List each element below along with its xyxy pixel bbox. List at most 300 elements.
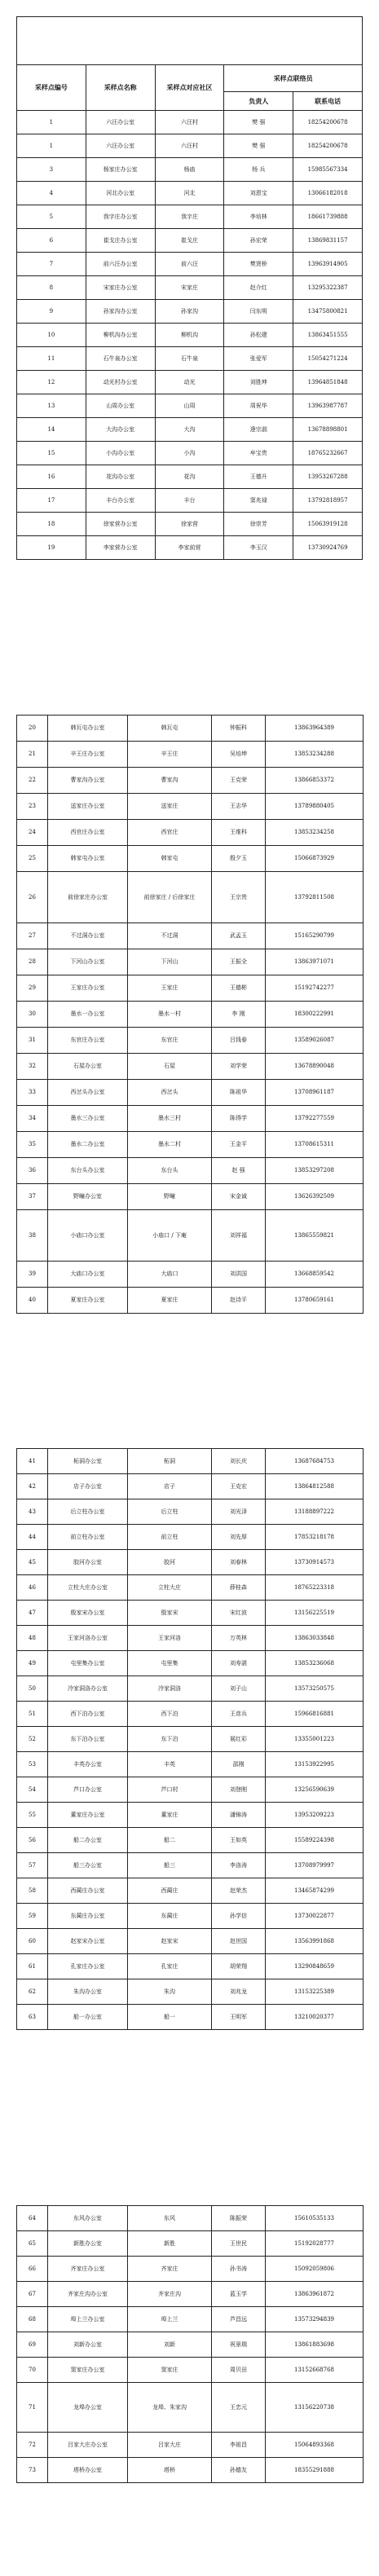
table-row (17, 2358, 364, 2383)
table-row (17, 1575, 364, 1601)
cell-no: 12 (17, 371, 86, 394)
cell-community: 前六汪 (155, 253, 224, 276)
cell-name: 我字庄办公室 (86, 205, 155, 229)
cell-no: 17 (17, 489, 86, 513)
cell-community: 杨庙 (155, 158, 224, 182)
table-row (17, 347, 363, 371)
cell-person: 张爱军 (224, 347, 293, 371)
table-row (17, 111, 363, 134)
cell-name: 小沟办公室 (86, 442, 155, 465)
cell-phone: 13963914905 (293, 253, 363, 276)
cell-no: 25 (17, 846, 48, 872)
cell-phone: 17853218178 (266, 1525, 364, 1550)
cell-no: 68 (17, 2307, 48, 2332)
cell-name: 刘新办公室 (48, 2332, 128, 2358)
cell-name: 前立柱办公室 (48, 1525, 128, 1550)
cell-no: 15 (17, 442, 86, 465)
cell-name: 新胜办公室 (48, 2231, 128, 2257)
cell-community: 塔桥 (128, 2458, 212, 2483)
cell-person: 薛桂森 (212, 1575, 266, 1601)
cell-phone: 13573294839 (266, 2307, 364, 2332)
table-row (17, 1752, 364, 1777)
table-row (17, 1002, 364, 1028)
cell-name: 花沟办公室 (86, 465, 155, 489)
cell-no: 5 (17, 205, 86, 229)
cell-name: 宋家庄办公室 (86, 276, 155, 300)
cell-person: 樊贤桥 (224, 253, 293, 276)
cell-person: 万英林 (212, 1626, 266, 1651)
cell-name: 东风办公室 (48, 2206, 128, 2231)
cell-person: 吴培坤 (212, 742, 266, 768)
cell-phone: 13153922995 (266, 1752, 364, 1777)
cell-community: 董家庄 (128, 1803, 212, 1828)
table-row (17, 949, 364, 975)
cell-no: 35 (17, 1132, 48, 1158)
cell-community: 店子 (128, 1474, 212, 1499)
cell-person: 孙书涛 (212, 2257, 266, 2282)
cell-community: 胶河 (128, 1550, 212, 1575)
cell-no: 13 (17, 394, 86, 418)
cell-name: 赵家宋办公室 (48, 1929, 128, 1954)
table-row (17, 418, 363, 442)
table-row (17, 1979, 364, 2005)
table-row (17, 134, 363, 158)
cell-phone: 15985567334 (293, 158, 363, 182)
cell-community: 送家庄 (128, 794, 212, 820)
cell-person: 牟宝贵 (224, 442, 293, 465)
table-row (17, 923, 364, 949)
cell-name: 王家河洛办公室 (48, 1626, 128, 1651)
cell-community: 船一 (128, 2005, 212, 2030)
cell-no: 31 (17, 1028, 48, 1054)
cell-phone: 13355001223 (266, 1727, 364, 1752)
cell-no: 21 (17, 742, 48, 768)
cell-no: 52 (17, 1727, 48, 1752)
cell-person: 刘寿湛 (212, 1651, 266, 1676)
cell-person: 吕钱春 (212, 1028, 266, 1054)
cell-phone: 13853297208 (266, 1158, 364, 1184)
cell-phone: 13626392509 (266, 1184, 364, 1210)
contact-table-part-2 (16, 715, 364, 1314)
cell-person: 杨 兵 (224, 158, 293, 182)
cell-person: 刘祥福 (212, 1210, 266, 1262)
table-row (17, 1777, 364, 1803)
cell-community: 新胜 (128, 2231, 212, 2257)
cell-name: 孙家沟办公室 (86, 300, 155, 324)
cell-community: 韩家屯 (128, 846, 212, 872)
cell-community: 西蔺庄 (128, 1878, 212, 1904)
cell-person: 刘春林 (212, 1550, 266, 1575)
table-row (17, 2383, 364, 2433)
cell-community: 西岔头 (128, 1080, 212, 1106)
table-row (17, 300, 363, 324)
cell-name: 船二办公室 (48, 1828, 128, 1853)
table-row (17, 1878, 364, 1904)
cell-name: 董家庄办公室 (48, 1803, 128, 1828)
cell-phone: 13864812588 (266, 1474, 364, 1499)
cell-person: 王明军 (212, 2005, 266, 2030)
cell-community: 赵家宋 (128, 1929, 212, 1954)
cell-no: 40 (17, 1288, 48, 1314)
cell-name: 东蔺庄办公室 (48, 1904, 128, 1929)
cell-community: 龙埠、朱家沟 (128, 2383, 212, 2433)
table-row (17, 2005, 364, 2030)
cell-phone: 13780659161 (266, 1288, 364, 1314)
cell-person: 李 刚 (212, 1002, 266, 1028)
cell-phone: 13708979997 (266, 1853, 364, 1878)
cell-phone: 18254200678 (293, 111, 363, 134)
cell-community: 王家庄 (128, 975, 212, 1002)
cell-name: 六汪办公室 (86, 134, 155, 158)
cell-person: 刘先厚 (212, 1525, 266, 1550)
cell-person: 李洛涛 (212, 1853, 266, 1878)
cell-community: 柘洞 (128, 1449, 212, 1474)
cell-phone: 13865559821 (266, 1210, 364, 1262)
cell-phone: 15064893368 (266, 2433, 364, 2458)
table-row (17, 1954, 364, 1979)
table-row (17, 465, 363, 489)
table-row (17, 513, 363, 536)
cell-phone: 13687684753 (266, 1449, 364, 1474)
cell-name: 大庙口办公室 (48, 1262, 128, 1288)
cell-community: 花沟 (155, 465, 224, 489)
cell-phone: 13156225519 (266, 1601, 364, 1626)
cell-person: 赵世国 (212, 1929, 266, 1954)
cell-name: 墨水一办公室 (48, 1002, 128, 1028)
cell-person: 周祝华 (224, 394, 293, 418)
cell-phone: 13792277559 (266, 1106, 364, 1132)
cell-name: 埠上兰办公室 (48, 2307, 128, 2332)
cell-phone: 13589026087 (266, 1028, 364, 1054)
cell-community: 石屋 (128, 1054, 212, 1080)
cell-phone: 13153225389 (266, 1979, 364, 2005)
cell-no: 62 (17, 1979, 48, 2005)
cell-person: 王克宏 (212, 1474, 266, 1499)
cell-community: 殷家宋 (128, 1601, 212, 1626)
cell-community: 辛王庄 (128, 742, 212, 768)
cell-phone: 13678898801 (293, 418, 363, 442)
cell-no: 11 (17, 347, 86, 371)
cell-community: 墨水三村 (128, 1106, 212, 1132)
cell-no: 53 (17, 1752, 48, 1777)
cell-no: 4 (17, 182, 86, 205)
cell-phone: 13853234258 (266, 820, 364, 846)
cell-phone: 13563991868 (266, 1929, 364, 1954)
cell-person: 刘恩宝 (224, 182, 293, 205)
cell-no: 65 (17, 2231, 48, 2257)
cell-person: 王世民 (212, 2231, 266, 2257)
cell-phone: 13963987787 (293, 394, 363, 418)
cell-community: 不过洞 (128, 923, 212, 949)
cell-name: 石牛泉办公室 (86, 347, 155, 371)
cell-person: 潘锦涛 (212, 1803, 266, 1828)
table-row (17, 442, 363, 465)
cell-name: 西岔头办公室 (48, 1080, 128, 1106)
cell-community: 丰英 (128, 1752, 212, 1777)
cell-name: 齐家庄沟办公室 (48, 2282, 128, 2307)
cell-community: 崔戈庄 (155, 229, 224, 253)
cell-community: 大庙口 (128, 1262, 212, 1288)
header-community: 采样点对应社区 (155, 65, 224, 111)
cell-phone: 15192742277 (266, 975, 364, 1002)
cell-name: 柘洞办公室 (48, 1449, 128, 1474)
header-name: 采样点名称 (86, 65, 155, 111)
cell-phone: 18300222991 (266, 1002, 364, 1028)
cell-no: 1 (17, 111, 86, 134)
table-row (17, 253, 363, 276)
table-row (17, 1288, 364, 1314)
cell-no: 60 (17, 1929, 48, 1954)
cell-community: 东蔺庄 (128, 1904, 212, 1929)
cell-community: 小沟 (155, 442, 224, 465)
cell-name: 崔戈庄办公室 (86, 229, 155, 253)
table-row (17, 2206, 364, 2231)
cell-name: 后立柱办公室 (48, 1499, 128, 1525)
cell-name: 王家庄办公室 (48, 975, 128, 1002)
cell-community: 柳机沟 (155, 324, 224, 347)
table-row (17, 846, 364, 872)
cell-community: 朱沟 (128, 1979, 212, 2005)
cell-phone: 13066182018 (293, 182, 363, 205)
cell-community: 后立柱 (128, 1499, 212, 1525)
cell-person: 邵刚 (212, 1752, 266, 1777)
cell-person: 刘光泽 (212, 1499, 266, 1525)
cell-name: 朱沟办公室 (48, 1979, 128, 2005)
cell-phone: 13861883698 (266, 2332, 364, 2358)
cell-person: 孙学信 (212, 1904, 266, 1929)
table-row (17, 229, 363, 253)
header-person: 负责人 (224, 92, 293, 111)
cell-person: 孙德友 (212, 2458, 266, 2483)
cell-name: 前徐家庄办公室 (48, 872, 128, 923)
cell-person: 王忠元 (212, 2383, 266, 2433)
cell-name: 小庙口办公室 (48, 1210, 128, 1262)
cell-person: 王志华 (212, 794, 266, 820)
cell-community: 东官庄 (128, 1028, 212, 1054)
cell-community: 屯里集 (128, 1651, 212, 1676)
cell-no: 69 (17, 2332, 48, 2358)
cell-phone: 13953209223 (266, 1803, 364, 1828)
cell-person: 宋红波 (212, 1601, 266, 1626)
cell-community: 东风 (128, 2206, 212, 2231)
cell-person: 王振全 (212, 949, 266, 975)
cell-no: 45 (17, 1550, 48, 1575)
cell-no: 72 (17, 2433, 48, 2458)
cell-community: 石牛泉 (155, 347, 224, 371)
cell-name: 孔家庄办公室 (48, 1954, 128, 1979)
cell-person: 武孟玉 (212, 923, 266, 949)
cell-name: 丰台办公室 (86, 489, 155, 513)
cell-phone: 15966816881 (266, 1702, 364, 1727)
cell-person: 陈振荣 (212, 2206, 266, 2231)
table-row (17, 2307, 364, 2332)
cell-no: 48 (17, 1626, 48, 1651)
cell-person: 钟振科 (212, 716, 266, 742)
cell-no: 18 (17, 513, 86, 536)
contact-table-part-1 (16, 16, 363, 560)
cell-phone: 13156220738 (266, 2383, 364, 2433)
table-row (17, 1904, 364, 1929)
cell-person: 樊 强 (224, 134, 293, 158)
cell-phone: 15165290799 (266, 923, 364, 949)
cell-person: 展红彩 (212, 1727, 266, 1752)
cell-person: 李祖昌 (212, 2433, 266, 2458)
cell-community: 曹家沟 (128, 768, 212, 794)
table-row (17, 975, 364, 1002)
cell-no: 6 (17, 229, 86, 253)
cell-phone: 18661739888 (293, 205, 363, 229)
cell-phone: 13869831157 (293, 229, 363, 253)
cell-phone: 13789880405 (266, 794, 364, 820)
cell-phone: 18355291888 (266, 2458, 364, 2483)
cell-phone: 13863451555 (293, 324, 363, 347)
cell-no: 10 (17, 324, 86, 347)
header-no: 采样点编号 (17, 65, 86, 111)
cell-no: 38 (17, 1210, 48, 1262)
cell-name: 徐家营办公室 (86, 513, 155, 536)
contact-table-part-3 (16, 1448, 364, 2030)
cell-community: 东下泊 (128, 1727, 212, 1752)
cell-no: 34 (17, 1106, 48, 1132)
cell-community: 墨水二村 (128, 1132, 212, 1158)
table-row (17, 742, 364, 768)
cell-name: 柳机沟办公室 (86, 324, 155, 347)
cell-no: 36 (17, 1158, 48, 1184)
cell-community: 孔家庄 (128, 1954, 212, 1979)
cell-phone: 13866853372 (266, 768, 364, 794)
cell-community: 韩瓦屯 (128, 716, 212, 742)
cell-person: 王宗贵 (212, 872, 266, 923)
cell-no: 28 (17, 949, 48, 975)
table-row (17, 1499, 364, 1525)
cell-no: 70 (17, 2358, 48, 2383)
table-row (17, 1651, 364, 1676)
cell-no: 7 (17, 253, 86, 276)
cell-person: 蓝玉学 (212, 2282, 266, 2307)
cell-phone: 13953267288 (293, 465, 363, 489)
table-row (17, 1828, 364, 1853)
cell-phone: 13863961872 (266, 2282, 364, 2307)
table-row (17, 2332, 364, 2358)
table-row (17, 768, 364, 794)
cell-no: 43 (17, 1499, 48, 1525)
cell-name: 墨水二办公室 (48, 1132, 128, 1158)
cell-name: 东官庄办公室 (48, 1028, 128, 1054)
cell-community: 六汪村 (155, 134, 224, 158)
cell-name: 辛王庄办公室 (48, 742, 128, 768)
cell-community: 动光 (155, 371, 224, 394)
cell-name: 夏家庄办公室 (48, 1288, 128, 1314)
cell-community: 西下泊 (128, 1702, 212, 1727)
cell-no: 37 (17, 1184, 48, 1210)
cell-phone: 13730914573 (266, 1550, 364, 1575)
table-row (17, 1132, 364, 1158)
cell-person: 刘洪国 (212, 1262, 266, 1288)
cell-no: 3 (17, 158, 86, 182)
cell-phone: 13465874299 (266, 1878, 364, 1904)
table-row (17, 1727, 364, 1752)
cell-community: 李家前营 (155, 536, 224, 560)
cell-no: 8 (17, 276, 86, 300)
cell-name: 下河山办公室 (48, 949, 128, 975)
cell-name: 龙埠办公室 (48, 2383, 128, 2433)
cell-name: 大沟办公室 (86, 418, 155, 442)
table-row (17, 1525, 364, 1550)
cell-person: 胡荣翔 (212, 1954, 266, 1979)
table-row (17, 205, 363, 229)
table-row (17, 1210, 364, 1262)
cell-phone: 13290848659 (266, 1954, 364, 1979)
cell-no: 44 (17, 1525, 48, 1550)
table-row (17, 1601, 364, 1626)
cell-community: 丰台 (155, 489, 224, 513)
cell-phone: 18765223318 (266, 1575, 364, 1601)
table-row (17, 324, 363, 347)
cell-phone: 15066873929 (266, 846, 364, 872)
cell-person: 刘登刚 (212, 1777, 266, 1803)
table-row (17, 158, 363, 182)
table-row (17, 1054, 364, 1080)
cell-person: 芦昌远 (212, 2307, 266, 2332)
cell-community: 徐家营 (155, 513, 224, 536)
table-row (17, 1803, 364, 1828)
cell-no: 16 (17, 465, 86, 489)
cell-no: 33 (17, 1080, 48, 1106)
cell-phone: 13863033848 (266, 1626, 364, 1651)
cell-name: 前六汪办公室 (86, 253, 155, 276)
cell-person: 王德彬 (212, 975, 266, 1002)
table-row (17, 2231, 364, 2257)
cell-person: 闫东明 (224, 300, 293, 324)
table-row (17, 1626, 364, 1651)
cell-person: 刘长庆 (212, 1449, 266, 1474)
cell-community: 船二 (128, 1828, 212, 1853)
cell-person: 赵荣杰 (212, 1878, 266, 1904)
cell-name: 塔桥办公室 (48, 2458, 128, 2483)
cell-name: 屯里集办公室 (48, 1651, 128, 1676)
table-row (17, 2458, 364, 2483)
cell-person: 周贝田 (212, 2358, 266, 2383)
cell-community: 夏家庄 (128, 1288, 212, 1314)
table-row (17, 536, 363, 560)
cell-phone: 15054271224 (293, 347, 363, 371)
cell-no: 30 (17, 1002, 48, 1028)
cell-no: 27 (17, 923, 48, 949)
table-row (17, 2257, 364, 2282)
cell-person: 赵介红 (224, 276, 293, 300)
cell-community: 齐家庄沟 (128, 2282, 212, 2307)
cell-no: 26 (17, 872, 48, 923)
table-row (17, 1474, 364, 1499)
cell-community: 墨水一村 (128, 1002, 212, 1028)
cell-phone: 13668859542 (266, 1262, 364, 1288)
cell-phone: 13210020377 (266, 2005, 364, 2030)
cell-phone: 18254200678 (293, 134, 363, 158)
cell-person: 李培林 (224, 205, 293, 229)
cell-person: 孙宏荣 (224, 229, 293, 253)
table-row (17, 2433, 364, 2458)
cell-person: 祝景瑞 (212, 2332, 266, 2358)
table-row (17, 1184, 364, 1210)
cell-person: 赵诗平 (212, 1288, 266, 1314)
cell-phone: 13708961187 (266, 1080, 364, 1106)
cell-name: 船一办公室 (48, 2005, 128, 2030)
cell-phone: 13863971071 (266, 949, 364, 975)
cell-community: 前徐家庄 / 后徐家庄 (128, 872, 212, 923)
table-row (17, 371, 363, 394)
cell-phone: 13573250575 (266, 1676, 364, 1702)
cell-community: 刘新 (128, 2332, 212, 2358)
